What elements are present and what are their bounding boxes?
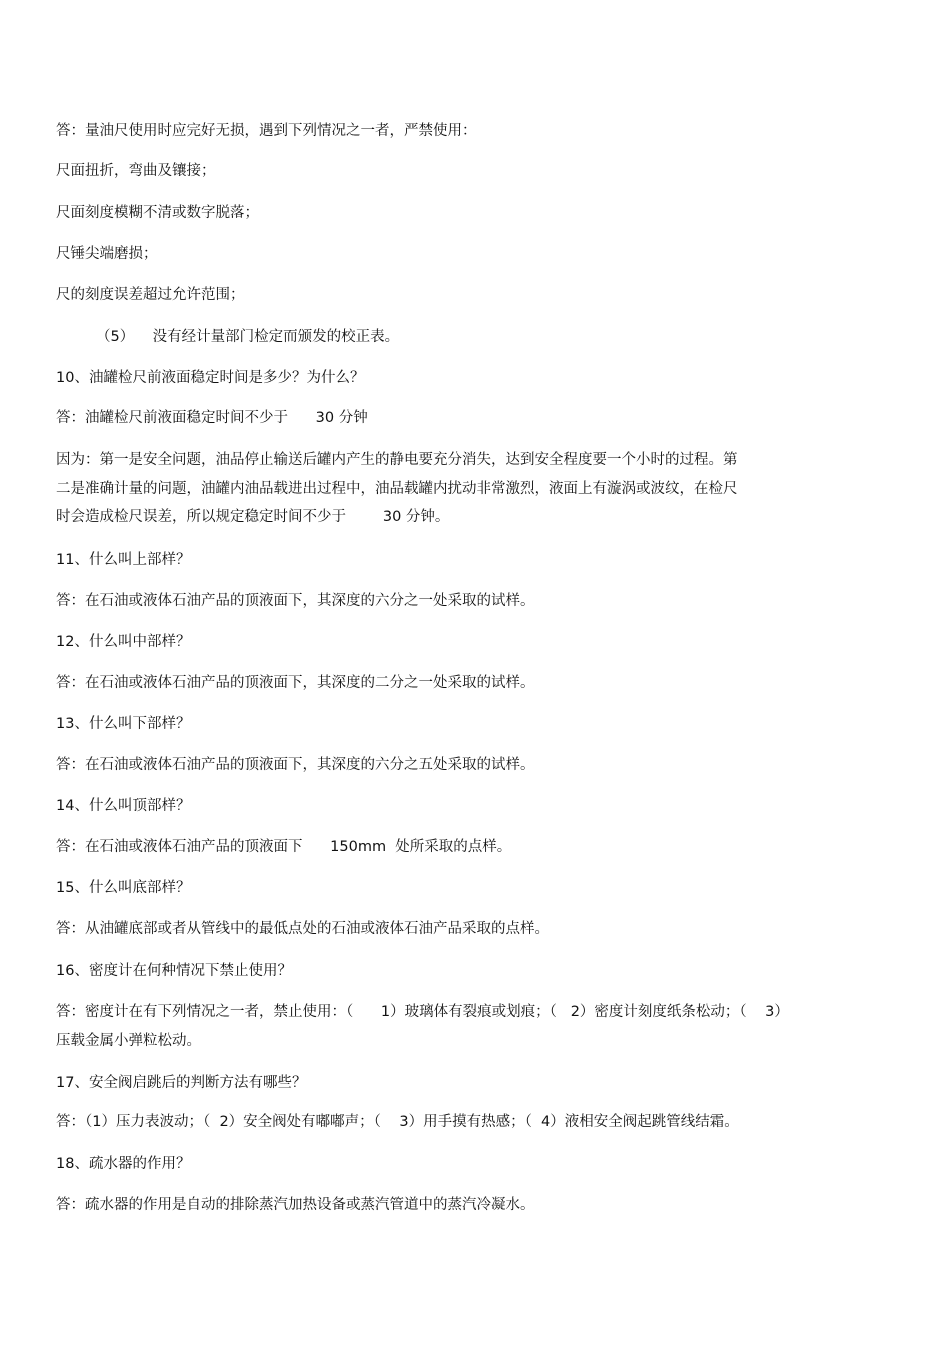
- question-12: 12、什么叫中部样？: [56, 634, 191, 650]
- answer-10-reason-line-1: 因为：第一是安全问题，油品停止输送后罐内产生的静电要充分消失，达到安全程度要一个小时的过程。第: [56, 452, 738, 468]
- question-15: 15、什么叫底部样？: [56, 880, 191, 896]
- answer-14: 答：在石油或液体石油产品的顶液面下 150mm 处所采取的点样。: [56, 839, 512, 855]
- answer-dipstick-intro: 答：量油尺使用时应完好无损，遇到下列情况之一者，严禁使用：: [56, 123, 477, 139]
- question-14: 14、什么叫顶部样？: [56, 798, 191, 814]
- answer-15: 答：从油罐底部或者从管线中的最低点处的石油或液体石油产品采取的点样。: [56, 921, 549, 937]
- question-18: 18、疏水器的作用？: [56, 1156, 191, 1172]
- question-17: 17、安全阀启跳后的判断方法有哪些？: [56, 1075, 307, 1091]
- question-11: 11、什么叫上部样？: [56, 552, 191, 568]
- answer-18: 答：疏水器的作用是自动的排除蒸汽加热设备或蒸汽管道中的蒸汽冷凝水。: [56, 1197, 535, 1213]
- answer-11: 答：在石油或液体石油产品的顶液面下，其深度的六分之一处采取的试样。: [56, 593, 535, 609]
- answer-10: 答：油罐检尺前液面稳定时间不少于 30 分钟: [56, 410, 368, 426]
- question-13: 13、什么叫下部样？: [56, 716, 191, 732]
- dipstick-condition-1: 尺面扭折，弯曲及镶接；: [56, 163, 216, 179]
- dipstick-condition-4: 尺的刻度误差超过允许范围；: [56, 287, 245, 303]
- question-16: 16、密度计在何种情况下禁止使用？: [56, 963, 292, 979]
- answer-13: 答：在石油或液体石油产品的顶液面下，其深度的六分之五处采取的试样。: [56, 757, 535, 773]
- answer-17: 答：（1）压力表波动；（ 2）安全阀处有嘟嘟声；（ 3）用手摸有热感；（ 4）液相安全阀起跳管线结霜。: [56, 1114, 739, 1130]
- dipstick-condition-5: （5） 没有经计量部门检定而颁发的校正表。: [96, 329, 400, 345]
- answer-10-reason-line-2: 二是准确计量的问题，油罐内油品载进出过程中，油品载罐内扰动非常激烈，液面上有漩涡或波纹，在检尺: [56, 481, 738, 497]
- dipstick-condition-3: 尺锤尖端磨损；: [56, 246, 158, 262]
- answer-12: 答：在石油或液体石油产品的顶液面下，其深度的二分之一处采取的试样。: [56, 675, 535, 691]
- answer-16-line-2: 压载金属小弹粒松动。: [56, 1033, 201, 1049]
- question-10: 10、油罐检尺前液面稳定时间是多少？为什么？: [56, 370, 365, 386]
- answer-16-line-1: 答：密度计在有下列情况之一者，禁止使用：（ 1）玻璃体有裂痕或划痕；（ 2）密度计刻度纸条松动；（ 3）: [56, 1004, 789, 1020]
- answer-10-reason-line-3: 时会造成检尺误差，所以规定稳定时间不少于 30 分钟。: [56, 509, 450, 525]
- dipstick-condition-2: 尺面刻度模糊不清或数字脱落；: [56, 205, 259, 221]
